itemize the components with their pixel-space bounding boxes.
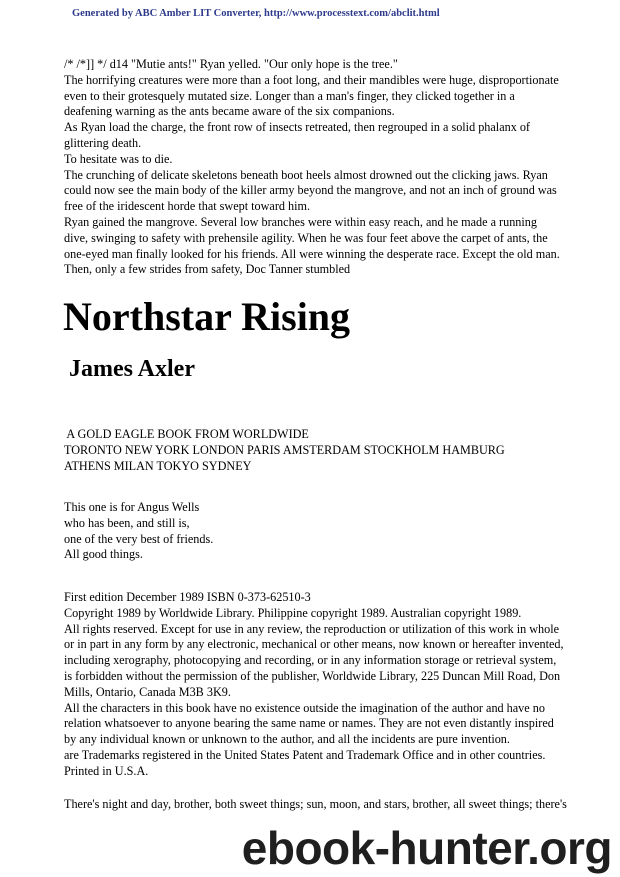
dedication-line: This one is for Angus Wells xyxy=(64,500,200,514)
intro-line: /* /*]] */ d14 "Mutie ants!" Ryan yelled. "Our only hope is the tree." xyxy=(64,57,398,71)
copyright-line: All the characters in this book have no existence outside the imagination of the author and have no relation whatsoever to anyone bearing the same name or names. They are not even distantly inspired by any individual known or unknown to the author, and all the incidents are pure invention. xyxy=(64,700,554,747)
watermark-text: ebook-hunter.org xyxy=(241,822,612,874)
watermark-banner xyxy=(0,818,620,877)
dedication-block xyxy=(64,500,564,563)
publisher-line: TORONTO NEW YORK LONDON PARIS AMSTERDAM STOCKHOLM HAMBURG xyxy=(64,442,505,457)
copyright-line: First edition December 1989 ISBN 0-373-62510-3 xyxy=(64,590,311,604)
dedication-line: one of the very best of friends. xyxy=(64,531,214,546)
copyright-line: are Trademarks registered in the United States Patent and Trademark Office and in other countries. xyxy=(64,747,546,762)
dedication-line: All good things. xyxy=(64,547,143,562)
book-author: James Axler xyxy=(69,356,195,382)
epigraph: There's night and day, brother, both sweet things; sun, moon, and stars, brother, all sweet things; there's xyxy=(64,797,567,811)
intro-line: The crunching of delicate skeletons beneath boot heels almost drowned out the clicking jaws. Ryan could now see the main body of the killer army beyond the mangrove, and not an inch of ground was free of the iridescent horde that swept toward him. xyxy=(64,167,557,214)
copyright-line: All rights reserved. Except for use in any review, the reproduction or utilization of this work in whole or in part in any form by any electronic, mechanical or other means, now known or hereafter invented, including xerography, photocopying and recording, or in any information storage or retrieval system, is forbidden without the permission of the publisher, Worldwide Library, 225 Duncan Mill Road, Don Mills, Ontario, Canada M3B 3K9. xyxy=(64,621,564,699)
intro-excerpt xyxy=(64,57,564,278)
intro-line: The horrifying creatures were more than a foot long, and their mandibles were huge, disproportionate even to their grotesquely mutated size. Longer than a man's finger, they clicked together in a deafening warning as the ants became aware of the six companions. xyxy=(64,72,559,119)
publisher-block xyxy=(64,427,564,474)
dedication-line: who has been, and still is, xyxy=(64,515,190,530)
publisher-line: A GOLD EAGLE BOOK FROM WORLDWIDE xyxy=(64,427,309,441)
copyright-line: Copyright 1989 by Worldwide Library. Philippine copyright 1989. Australian copyright 1989. xyxy=(64,605,522,620)
publisher-line: ATHENS MILAN TOKYO SYDNEY xyxy=(64,458,252,473)
converter-header: Generated by ABC Amber LIT Converter, http://www.processtext.com/abclit.html xyxy=(72,8,440,19)
intro-line: Ryan gained the mangrove. Several low branches were within easy reach, and he made a running dive, swinging to safety with prehensile agility. When he was four feet above the carpet of ants, the one-eyed man finally looked for his friends. All were winning the desperate race. Except the old man. xyxy=(64,214,560,261)
intro-line: To hesitate was to die. xyxy=(64,151,173,166)
copyright-line: Printed in U.S.A. xyxy=(64,763,149,778)
copyright-block xyxy=(64,590,564,780)
book-title: Northstar Rising xyxy=(63,294,351,339)
intro-line: As Ryan load the charge, the front row of insects retreated, then regrouped in a solid phalanx of glittering death. xyxy=(64,120,530,150)
intro-line: Then, only a few strides from safety, Doc Tanner stumbled xyxy=(64,262,351,277)
